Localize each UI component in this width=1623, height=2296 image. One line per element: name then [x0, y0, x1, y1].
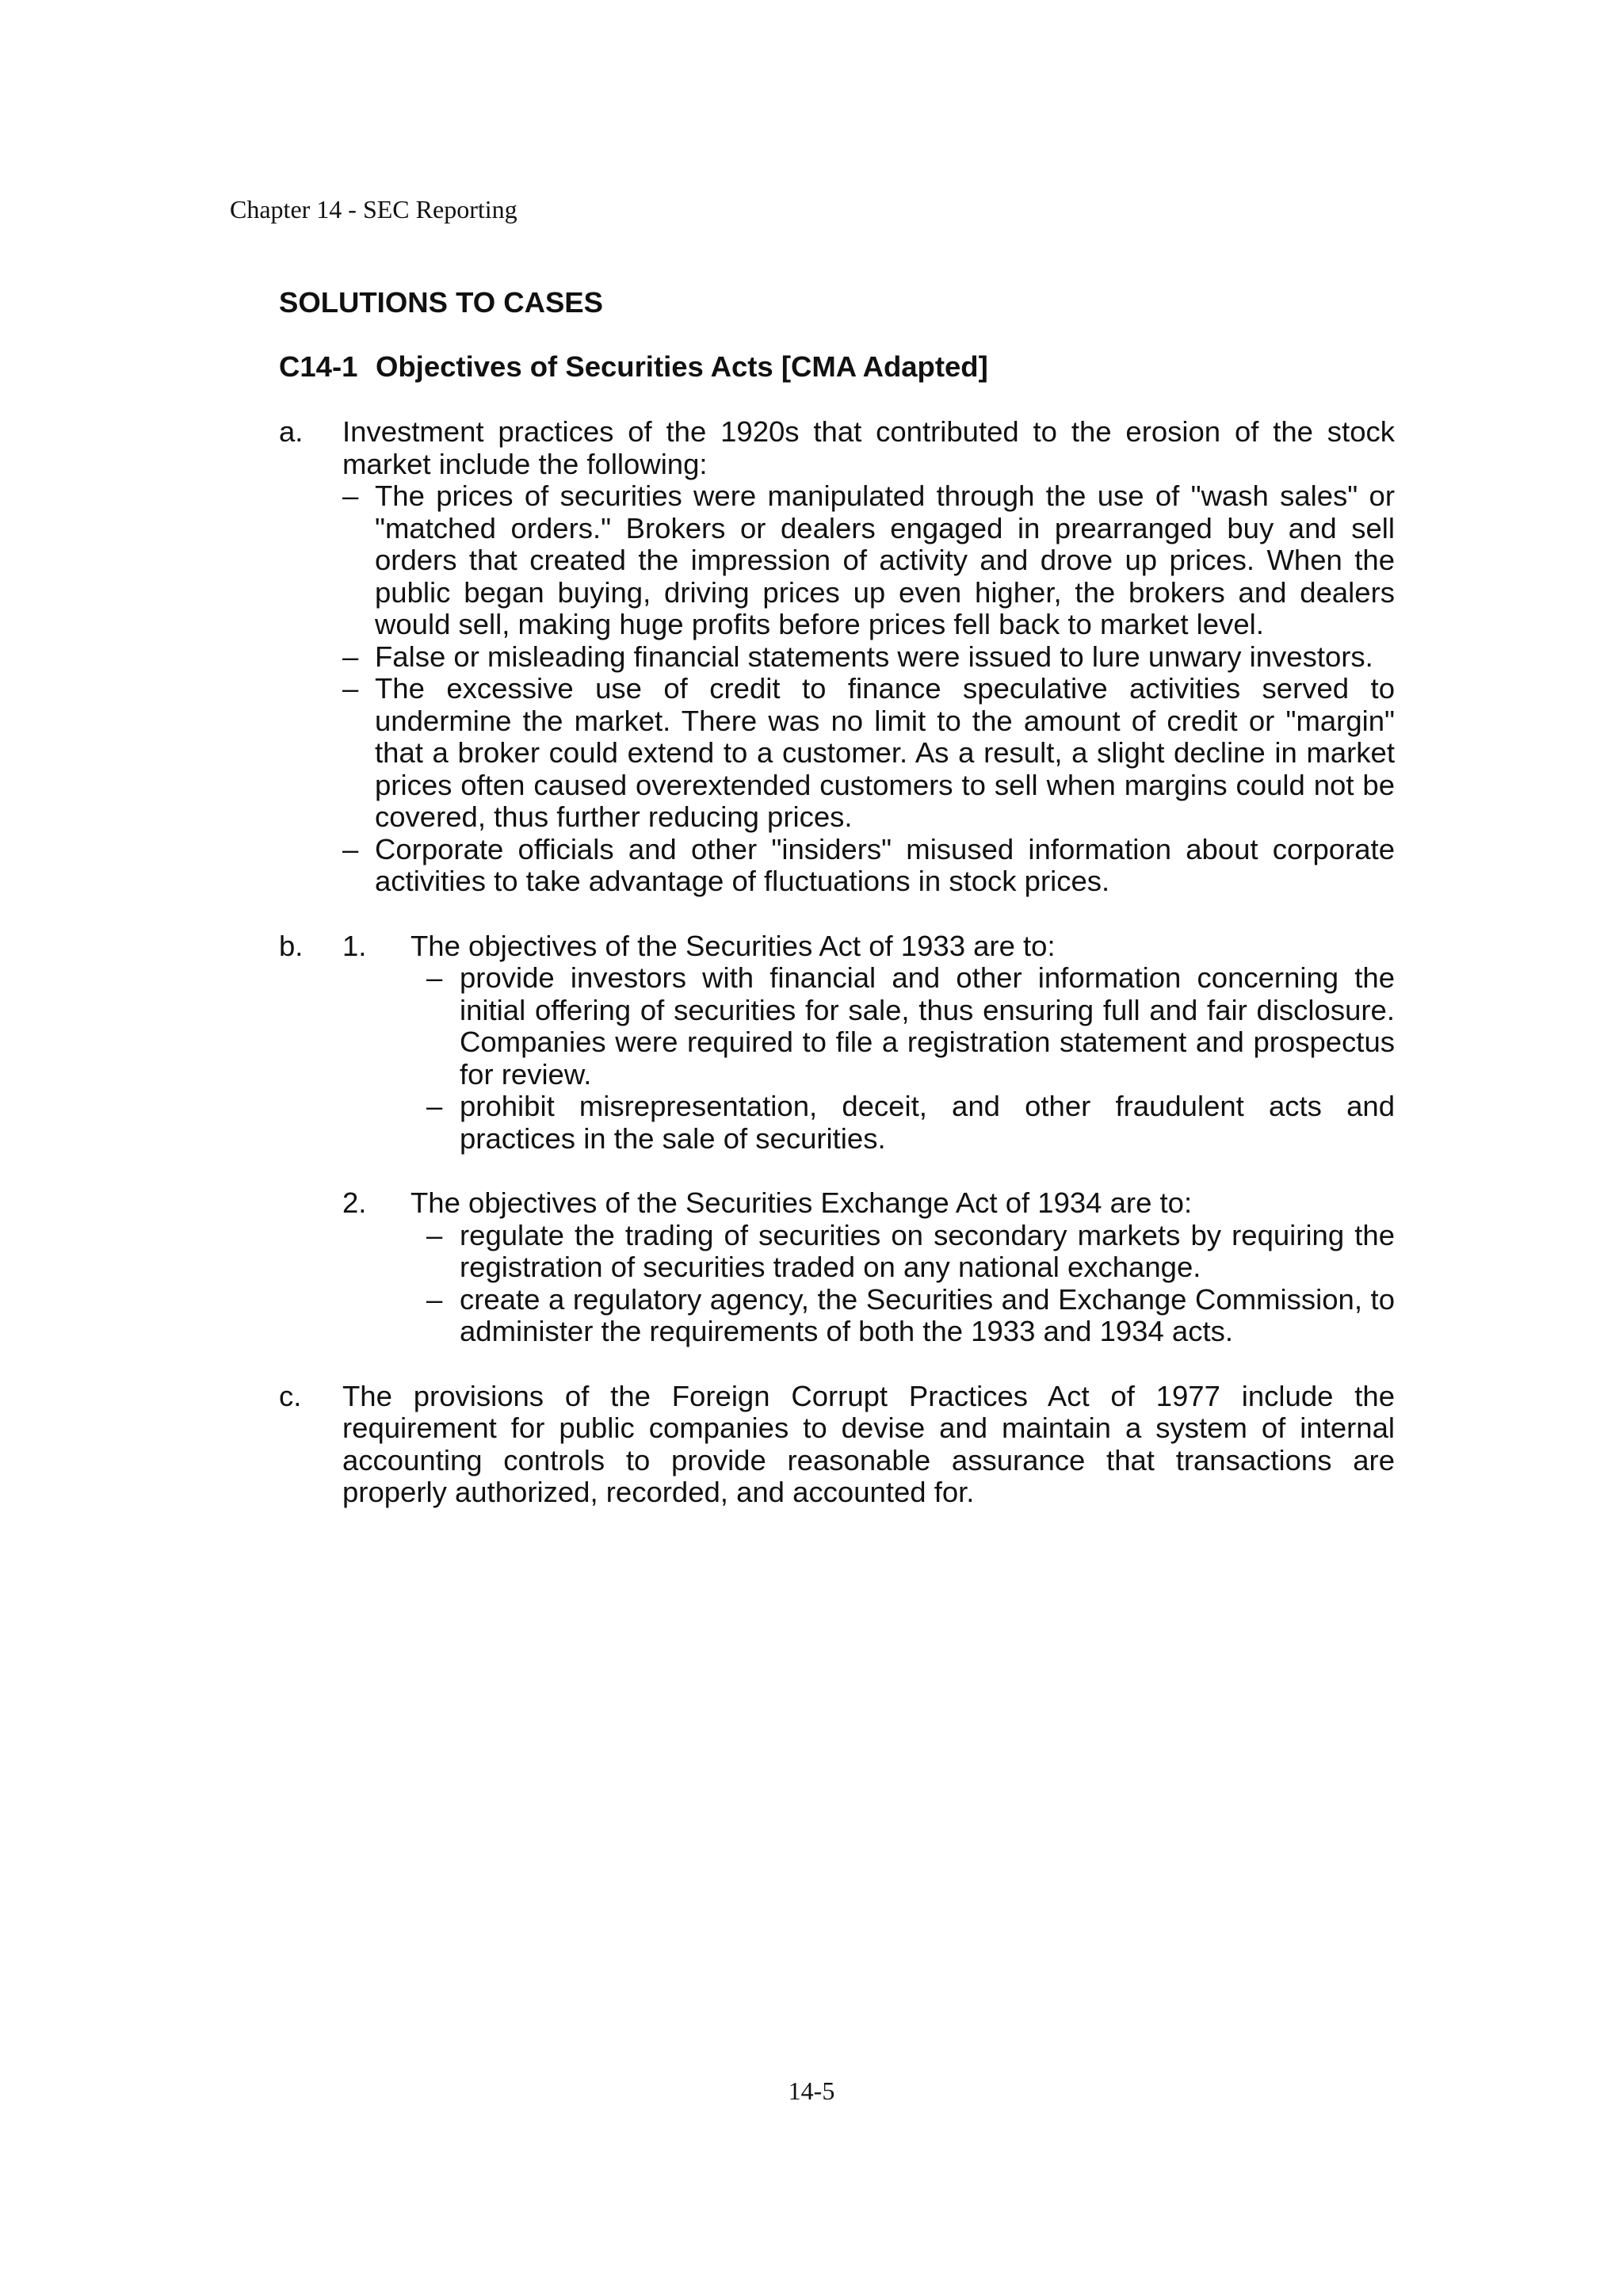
part-c — [279, 1381, 1395, 1509]
solutions-heading: SOLUTIONS TO CASES — [279, 286, 603, 319]
subpart-item — [426, 1091, 1395, 1155]
document-body — [279, 287, 1395, 1509]
page-number: 14-5 — [788, 2076, 835, 2105]
part-a-item-4 — [342, 834, 1395, 898]
case-title-text: Objectives of Securities Acts [CMA Adapted] — [376, 350, 988, 383]
subpart-list — [426, 1220, 1395, 1348]
part-a-item-text: Corporate officials and other "insiders" misused information about corporate activities to take advantage of fluctuations in stock prices. — [375, 832, 1395, 897]
subpart-number: 1. — [342, 929, 367, 962]
dash-marker: – — [426, 1282, 443, 1316]
part-b-subpart-1 — [342, 930, 1395, 1156]
subpart-intro: The objectives of the Securities Exchange Act of 1934 are to: — [411, 1186, 1193, 1219]
part-a-item-1 — [342, 480, 1395, 641]
subpart-item-text: prohibit misrepresentation, deceit, and other fraudulent acts and practices in the sale of securities. — [460, 1090, 1395, 1155]
part-b-label: b. — [279, 929, 304, 962]
part-a-label: a. — [279, 415, 304, 448]
subpart-item — [426, 1284, 1395, 1348]
part-a-item-text: False or misleading financial statements were issued to lure unwary investors. — [375, 640, 1373, 673]
subpart-item — [426, 962, 1395, 1091]
dash-marker: – — [426, 961, 443, 994]
part-a-item-2 — [342, 641, 1395, 674]
subpart-item-text: regulate the trading of securities on secondary markets by requiring the registration of securities traded on any national exchange. — [460, 1218, 1395, 1283]
subpart-item-text: create a regulatory agency, the Securities and Exchange Commission, to administer the requirements of both the 1933 and 1934 acts. — [460, 1282, 1395, 1347]
part-c-text: The provisions of the Foreign Corrupt Practices Act of 1977 include the requirement for public companies to devise and maintain a system of internal accounting controls to provide reasonable assurance that transactions are properly authorized, recorded, and accounted for. — [342, 1379, 1395, 1508]
dash-marker: – — [426, 1090, 443, 1122]
dash-marker: – — [342, 832, 359, 865]
part-b — [279, 930, 1395, 1348]
part-a — [279, 416, 1395, 898]
case-title — [279, 351, 1395, 384]
part-a-item-text: The prices of securities were manipulated through the use of "wash sales" or "matched orders." Brokers or dealers engaged in prearranged buy and sell orders that created the impression of activity and drove up prices. When the public began buying, driving prices up even higher, the brokers and dealers would sell, making huge profits before prices fell back to market level. — [375, 479, 1395, 640]
part-a-item-text: The excessive use of credit to finance speculative activities served to undermine the market. There was no limit to the amount of credit or "margin" that a broker could extend to a customer. As a result, a slight decline in market prices often caused overextended customers to sell when margins could not be covered, thus further reducing prices. — [375, 672, 1395, 833]
case-number: C14-1 — [279, 350, 358, 383]
running-header: Chapter 14 - SEC Reporting — [230, 195, 517, 223]
dash-marker: – — [426, 1218, 443, 1251]
dash-marker: – — [342, 672, 359, 705]
part-c-label: c. — [279, 1379, 302, 1412]
subpart-intro: The objectives of the Securities Act of 1933 are to: — [411, 929, 1056, 962]
dash-marker: – — [342, 640, 359, 673]
dash-marker: – — [342, 479, 359, 512]
part-b-subpart-2 — [342, 1187, 1395, 1348]
part-a-intro: Investment practices of the 1920s that contributed to the erosion of the stock market include the following: — [342, 415, 1395, 480]
subpart-number: 2. — [342, 1186, 367, 1219]
subpart-list — [426, 962, 1395, 1155]
subpart-item-text: provide investors with financial and other information concerning the initial offering of securities for sale, thus ensuring full and fair disclosure. Companies were required to file a registration statement and prospectus for review. — [460, 961, 1395, 1091]
subpart-item — [426, 1220, 1395, 1284]
part-a-item-3 — [342, 673, 1395, 834]
